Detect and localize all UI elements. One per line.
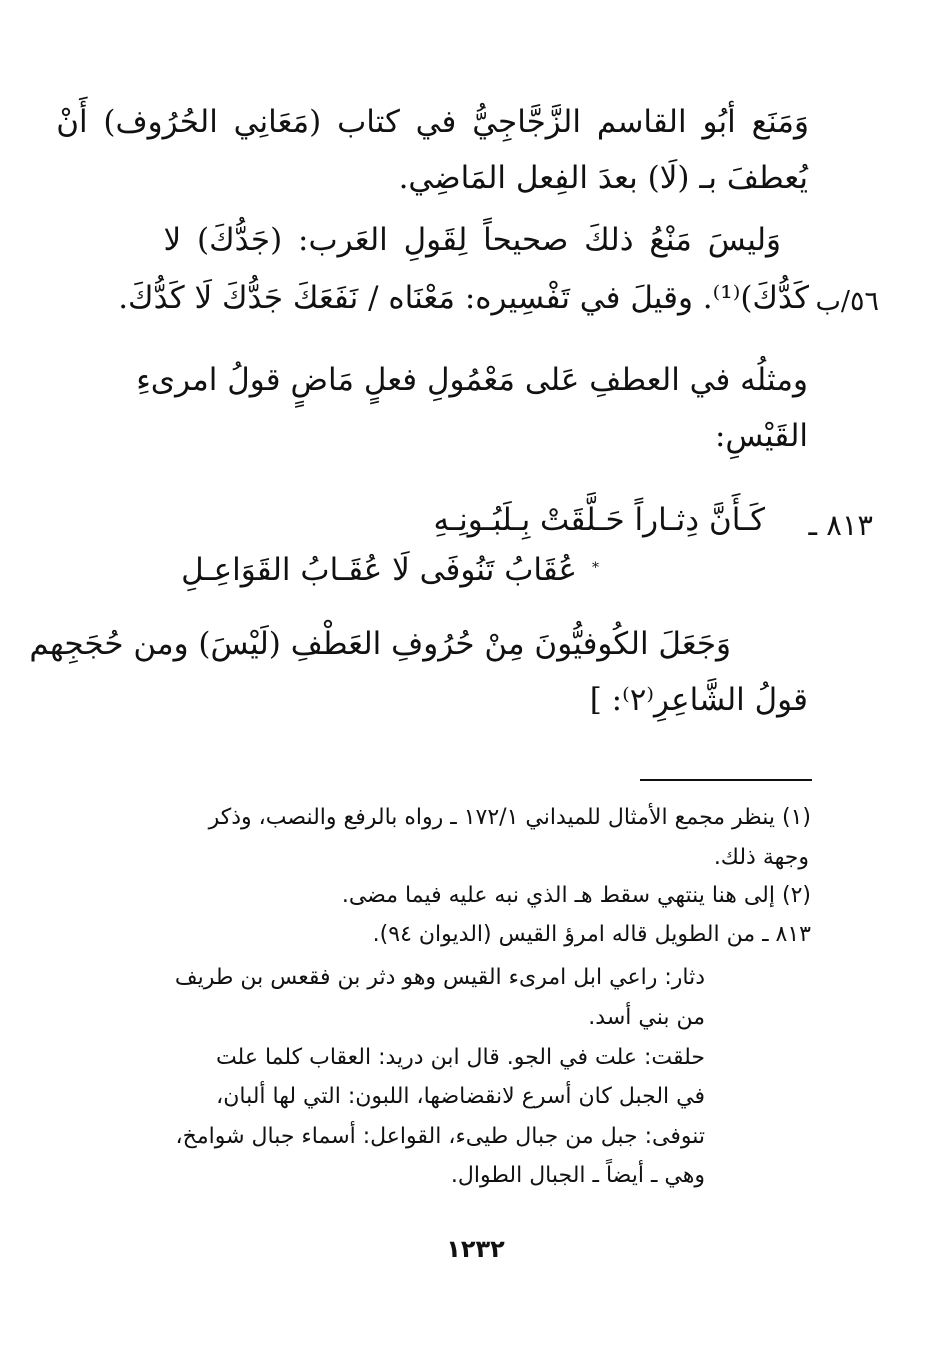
footnote-separator bbox=[640, 779, 812, 781]
body-line: ومثلُه في العطفِ عَلى مَعْمُولِ فعلٍ مَاضٍ قولُ امرىءِ bbox=[136, 362, 808, 398]
footnote-line: تنوفى: جبل من جبال طيىء، القواعل: أسماء جبال شوامخ، bbox=[175, 1124, 705, 1149]
body-line: وَمَنَع أبُو القاسم الزَّجَّاجِيُّ في كتاب (مَعَانِي الحُرُوف) أَنْ bbox=[56, 104, 809, 140]
page-number: ١٢٣٢ bbox=[446, 1235, 505, 1263]
footnote-line: من بني أسد. bbox=[588, 1005, 705, 1030]
footnote-line: (١) ينظر مجمع الأمثال للميداني ١٧٢/١ ـ رواه بالرفع والنصب، وذكر bbox=[208, 805, 811, 830]
footnote-line: حلقت: علت في الجو. قال ابن دريد: العقاب كلما علت bbox=[215, 1045, 705, 1070]
body-line: قولُ الشَّاعِرِ⁽٢⁾: ] bbox=[589, 682, 808, 718]
body-line: القَيْسِ: bbox=[714, 418, 808, 454]
verse-hemistich-first: كَـأَنَّ دِثـاراً حَـلَّقَتْ بِـلَبُـونِـهِ bbox=[433, 502, 765, 538]
footnote-line: دثار: راعي ابل امرىء القيس وهو دثر بن فقعس بن طريف bbox=[174, 965, 705, 990]
body-line: وَجَعَلَ الكُوفيُّونَ مِنْ حُرُوفِ العَطْفِ (لَيْسَ) ومن حُجَجِهم bbox=[29, 626, 731, 662]
footnote-line: وجهة ذلك. bbox=[713, 845, 809, 870]
body-line: كَدُّكَ)⁽¹⁾. وقيلَ في تَفْسِيره: مَعْنَاه / نَفَعَكَ جَدُّكَ لَا كَدُّكَ. bbox=[118, 280, 809, 316]
verse-number: ٨١٣ ـ bbox=[808, 508, 873, 542]
body-line: وَليسَ مَنْعُ ذلكَ صحيحاً لِقَولِ العَرب: (جَدُّكَ) لا bbox=[163, 222, 781, 258]
footnote-line: وهي ـ أيضاً ـ الجبال الطوال. bbox=[450, 1163, 705, 1188]
body-line: يُعطفَ بـ (لَا) بعدَ الفِعل المَاضِي. bbox=[398, 160, 808, 196]
footnote-line: في الجبل كان أسرع لانقضاضها، اللبون: التي لها ألبان، bbox=[216, 1084, 705, 1109]
footnote-line: (٢) إلى هنا ينتهي سقط هـ الذي نبه عليه فيما مضى. bbox=[341, 883, 811, 908]
verse-separator-star: * bbox=[592, 560, 599, 576]
verse-hemistich-second: عُقَابُ تَنُوفَى لَا عُقَـابُ القَوَاعِـلِ bbox=[181, 552, 577, 588]
manuscript-folio-note: ٥٦/ب bbox=[815, 286, 879, 317]
footnote-line: ٨١٣ ـ من الطويل قاله امرؤ القيس (الديوان ٩٤). bbox=[372, 922, 811, 947]
